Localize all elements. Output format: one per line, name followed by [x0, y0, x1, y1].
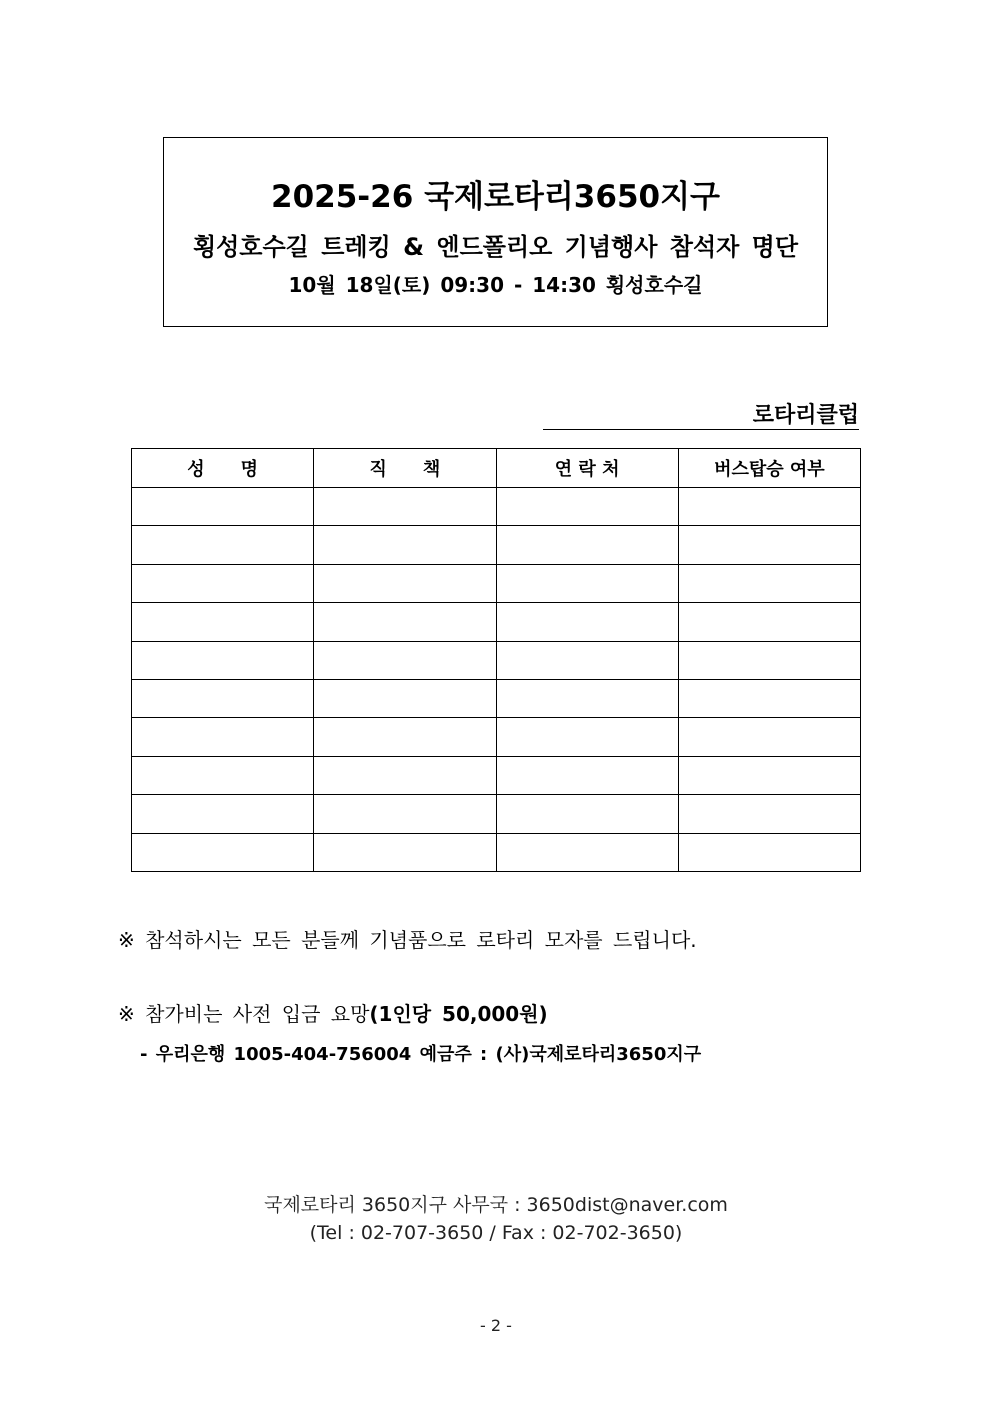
table-cell[interactable]	[314, 603, 496, 641]
table-cell[interactable]	[132, 526, 314, 564]
table-cell[interactable]	[132, 718, 314, 756]
bank-account-info: - 우리은행 1005-404-756004 예금주 : (사)국제로타리3650지구	[140, 1044, 702, 1065]
table-cell[interactable]	[132, 795, 314, 833]
column-header-name: 성 명	[132, 449, 314, 488]
table-cell[interactable]	[314, 718, 496, 756]
table-cell[interactable]	[496, 718, 678, 756]
table-cell[interactable]	[496, 833, 678, 871]
table-cell[interactable]	[132, 641, 314, 679]
fee-notice-text: ※ 참가비는 사전 입금 요망	[118, 1002, 370, 1026]
event-date: 10월 18일(토) 09:30 - 14:30 횡성호수길	[288, 273, 703, 297]
table-cell[interactable]	[314, 795, 496, 833]
table-row	[132, 603, 861, 641]
table-row	[132, 564, 861, 602]
table-cell[interactable]	[678, 488, 860, 526]
table-cell[interactable]	[314, 679, 496, 717]
attendee-table	[131, 448, 861, 872]
table-cell[interactable]	[678, 679, 860, 717]
document-title: 2025-26 국제로타리3650지구	[271, 179, 720, 215]
fee-amount: (1인당 50,000원)	[369, 1002, 548, 1026]
table-cell[interactable]	[314, 526, 496, 564]
gift-notice: ※ 참석하시는 모든 분들께 기념품으로 로타리 모자를 드립니다.	[118, 928, 697, 952]
table-cell[interactable]	[496, 795, 678, 833]
table-cell[interactable]	[678, 795, 860, 833]
table-cell[interactable]	[496, 488, 678, 526]
table-cell[interactable]	[132, 564, 314, 602]
office-contact: 국제로타리 3650지구 사무국 : 3650dist@naver.com	[264, 1194, 728, 1216]
table-row	[132, 795, 861, 833]
table-cell[interactable]	[678, 641, 860, 679]
table-row	[132, 641, 861, 679]
table-cell[interactable]	[678, 833, 860, 871]
table-row	[132, 488, 861, 526]
table-row	[132, 526, 861, 564]
document-subtitle: 횡성호수길 트레킹 & 엔드폴리오 기념행사 참석자 명단	[192, 233, 799, 261]
table-cell[interactable]	[496, 756, 678, 794]
table-cell[interactable]	[678, 603, 860, 641]
table-row	[132, 718, 861, 756]
table-cell[interactable]	[496, 526, 678, 564]
column-header-bus: 버스탑승 여부	[678, 449, 860, 488]
table-cell[interactable]	[678, 526, 860, 564]
table-cell[interactable]	[132, 488, 314, 526]
table-cell[interactable]	[314, 833, 496, 871]
table-row	[132, 833, 861, 871]
table-cell[interactable]	[314, 641, 496, 679]
table-cell[interactable]	[678, 756, 860, 794]
column-header-position: 직 책	[314, 449, 496, 488]
fee-notice	[118, 998, 548, 1027]
table-cell[interactable]	[496, 679, 678, 717]
table-cell[interactable]	[132, 756, 314, 794]
table-header-row	[132, 449, 861, 488]
table-cell[interactable]	[678, 718, 860, 756]
column-header-contact: 연 락 처	[496, 449, 678, 488]
table-cell[interactable]	[678, 564, 860, 602]
table-cell[interactable]	[496, 564, 678, 602]
table-cell[interactable]	[314, 488, 496, 526]
table-cell[interactable]	[496, 641, 678, 679]
page-number: - 2 -	[480, 1316, 512, 1335]
club-name-field: 로타리클럽	[543, 401, 859, 430]
table-cell[interactable]	[314, 756, 496, 794]
table-row	[132, 679, 861, 717]
table-cell[interactable]	[132, 833, 314, 871]
table-row	[132, 756, 861, 794]
phone-fax: (Tel : 02-707-3650 / Fax : 02-702-3650)	[309, 1222, 683, 1244]
table-cell[interactable]	[314, 564, 496, 602]
table-cell[interactable]	[132, 679, 314, 717]
table-cell[interactable]	[132, 603, 314, 641]
table-cell[interactable]	[496, 603, 678, 641]
title-box	[163, 137, 828, 327]
